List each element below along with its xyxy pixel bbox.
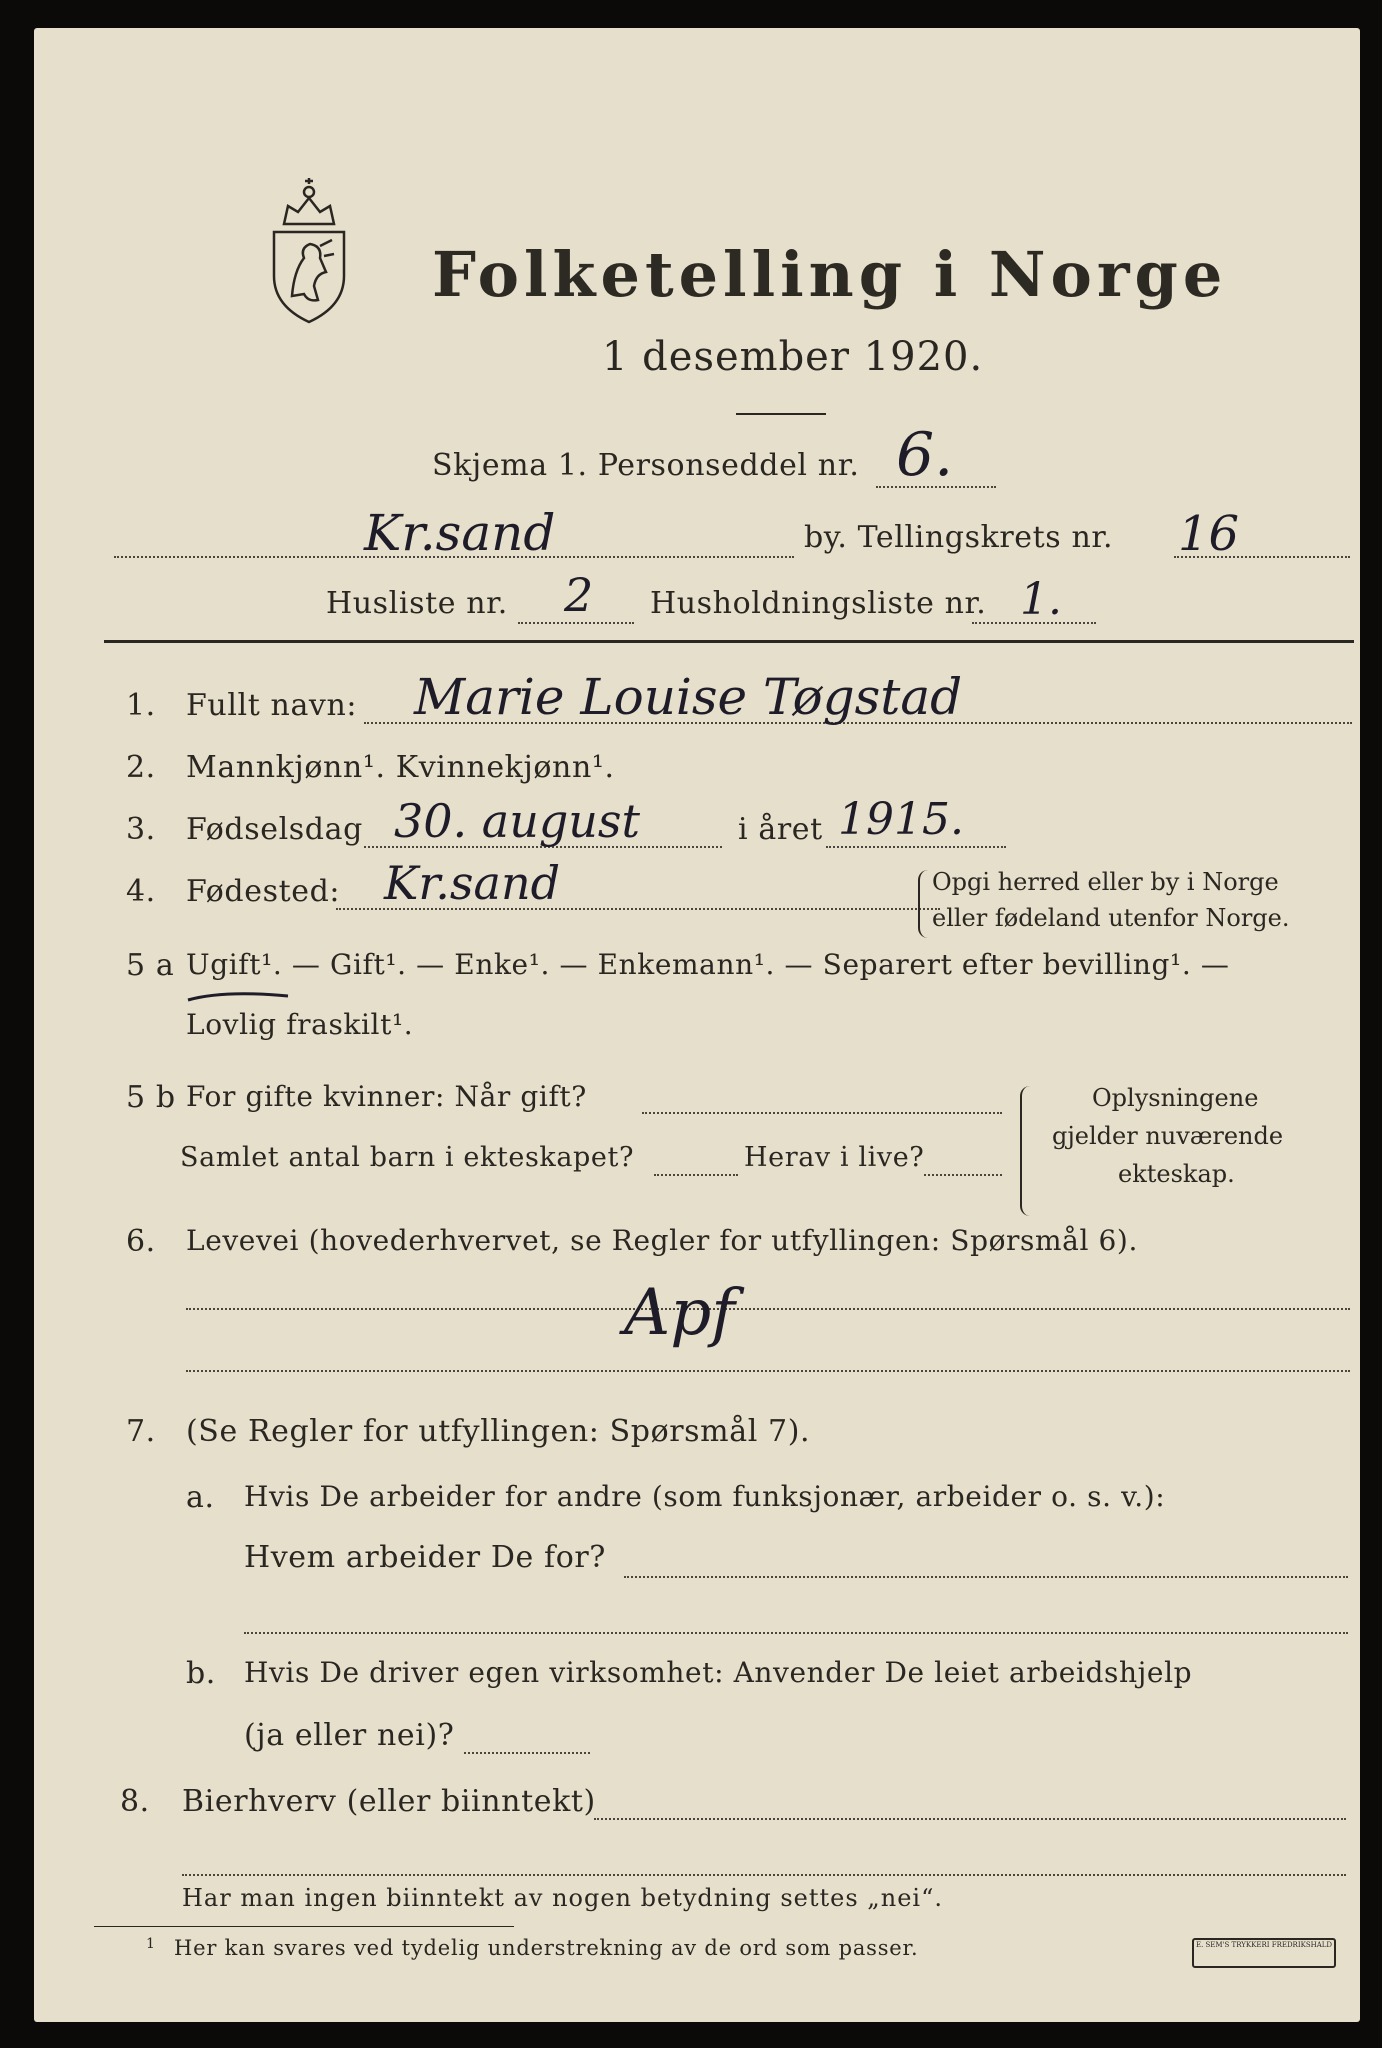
q5b-children-field[interactable]: [654, 1174, 738, 1176]
q4-brace: [918, 870, 930, 938]
q8-label: Bierhverv (eller biinntekt): [182, 1784, 596, 1819]
title-divider: [736, 413, 826, 415]
tellingskrets-value: 16: [1178, 506, 1240, 562]
q4-note-line-1: Opgi herred eller by i Norge: [932, 868, 1279, 896]
q7b-label-line-2: (ja eller nei)?: [244, 1718, 455, 1753]
q8-note: Har man ingen biinntekt av nogen betydning settes „nei“.: [182, 1884, 943, 1912]
q6-field-line-1[interactable]: [186, 1308, 1350, 1310]
husholdning-value: 1.: [1020, 574, 1062, 625]
q4-value: Kr.sand: [384, 856, 561, 910]
q4-number: 4.: [126, 874, 156, 909]
q3-year-field[interactable]: [826, 846, 1006, 848]
form-title: Folketelling i Norge: [432, 238, 1228, 311]
q7a-field-line-2[interactable]: [244, 1632, 1348, 1634]
q2-label: Mannkjønn¹. Kvinnekjønn¹.: [186, 750, 615, 785]
husholdning-label: Husholdningsliste nr.: [650, 586, 987, 621]
census-form: [34, 28, 1360, 2022]
header-divider: [104, 640, 1354, 643]
q7b-label: Hvis De driver egen virksomhet: Anvender De leiet arbeidshjelp: [244, 1656, 1193, 1689]
schema-label: Skjema 1. Personseddel nr.: [432, 448, 860, 483]
q8-field-line-1[interactable]: [594, 1818, 1346, 1820]
husliste-label: Husliste nr.: [326, 586, 508, 621]
q7a-letter: a.: [186, 1480, 215, 1515]
q6-value: Apf: [624, 1276, 735, 1350]
q5b-alive-field[interactable]: [924, 1174, 1002, 1176]
q8-field-line-2[interactable]: [182, 1874, 1346, 1876]
q1-value: Marie Louise Tøgstad: [414, 668, 963, 726]
q5b-brace: [1020, 1086, 1034, 1216]
printer-stamp: E. SEM'S TRYKKERI FREDRIKSHALD: [1192, 1938, 1336, 1968]
q8-number: 8.: [120, 1784, 150, 1819]
q5a-label: Ugift¹. — Gift¹. — Enke¹. — Enkemann¹. — Separert efter bevilling¹. —: [186, 948, 1230, 981]
city-value: Kr.sand: [364, 504, 556, 562]
q7a-label: Hvis De arbeider for andre (som funksjonær, arbeider o. s. v.):: [244, 1480, 1166, 1513]
q5b-label: For gifte kvinner: Når gift?: [186, 1080, 587, 1113]
footnote-mark: 1: [146, 1936, 155, 1952]
husliste-field[interactable]: [518, 622, 634, 624]
q5b-married-field[interactable]: [642, 1112, 1002, 1114]
q7a-field-line-1[interactable]: [624, 1576, 1348, 1578]
tellingskrets-label: by. Tellingskrets nr.: [804, 520, 1114, 555]
q1-label: Fullt navn:: [186, 688, 358, 723]
footnote-divider: [94, 1926, 514, 1927]
q7-number: 7.: [126, 1414, 156, 1449]
q5a-number: 5 a: [126, 948, 175, 983]
q6-field-line-2[interactable]: [186, 1370, 1350, 1372]
q5b-note-line-1: Oplysningene: [1092, 1084, 1259, 1112]
q5b-label-line-3: Herav i live?: [744, 1142, 925, 1173]
q3-year-label: i året: [738, 812, 823, 847]
q7b-letter: b.: [186, 1656, 216, 1691]
footnote-text: Her kan svares ved tydelig understrekning av de ord som passer.: [174, 1936, 919, 1960]
census-date: 1 desember 1920.: [602, 334, 984, 380]
q3-year-value: 1915.: [838, 794, 964, 845]
q5b-number: 5 b: [126, 1080, 176, 1115]
q5b-label-line-2: Samlet antal barn i ekteskapet?: [180, 1142, 635, 1173]
husliste-value: 2: [564, 568, 594, 622]
q3-number: 3.: [126, 812, 156, 847]
q6-number: 6.: [126, 1224, 156, 1259]
q7a-label-line-2: Hvem arbeider De for?: [244, 1540, 606, 1575]
q1-number: 1.: [126, 688, 156, 723]
q4-label: Fødested:: [186, 874, 341, 909]
q3-label: Fødselsdag: [186, 812, 363, 847]
q5a-label-line-2: Lovlig fraskilt¹.: [186, 1008, 414, 1041]
q2-number: 2.: [126, 750, 156, 785]
ugift-underline: [184, 988, 294, 1004]
personseddel-value: 6.: [896, 420, 954, 490]
coat-of-arms-icon: [264, 176, 354, 326]
q6-label: Levevei (hovederhvervet, se Regler for utfyllingen: Spørsmål 6).: [186, 1224, 1138, 1257]
q7-label: (Se Regler for utfyllingen: Spørsmål 7).: [186, 1414, 811, 1449]
q7b-field[interactable]: [464, 1752, 590, 1754]
q5b-note-line-2: gjelder nuværende: [1052, 1122, 1284, 1150]
q5b-note-line-3: ekteskap.: [1118, 1160, 1235, 1188]
q3-value: 30. august: [394, 794, 640, 848]
q4-note-line-2: eller fødeland utenfor Norge.: [932, 904, 1290, 932]
